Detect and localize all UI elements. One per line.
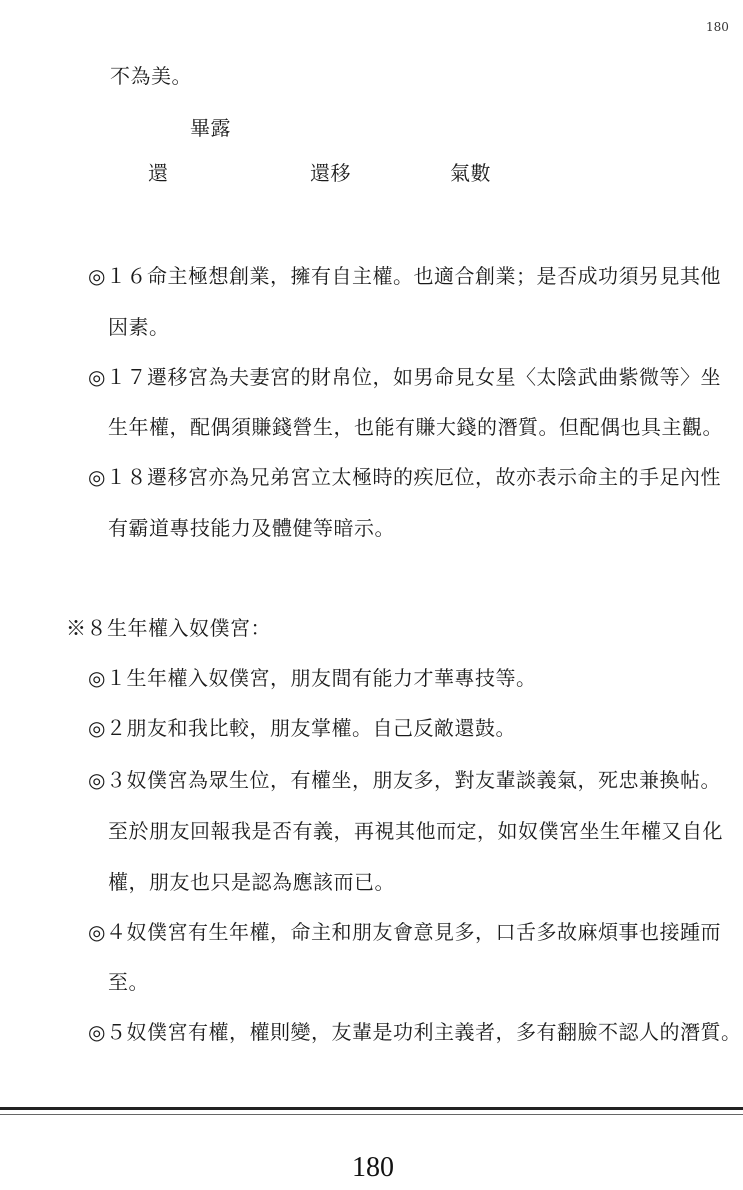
top-page-number: 180 [706, 20, 729, 34]
text-line-3: 還 [148, 161, 169, 185]
text-line-6: ◎１６命主極想創業，擁有自主權。也適合創業；是否成功須另見其他 [88, 264, 721, 288]
text-line-19: 至。 [108, 970, 149, 994]
text-line-8: ◎１７遷移宮為夫妻宮的財帛位，如男命見女星〈太陰武曲紫微等〉坐 [88, 365, 721, 389]
text-line-5: 氣數 [450, 161, 491, 185]
text-line-4: 還移 [310, 161, 351, 185]
text-line-7: 因素。 [108, 315, 170, 339]
text-line-18: ◎４奴僕宮有生年權，命主和朋友會意見多，口舌多故麻煩事也接踵而 [88, 920, 721, 944]
text-line-16: 至於朋友回報我是否有義，再視其他而定，如奴僕宮坐生年權又自化 [108, 819, 723, 843]
text-line-15: ◎３奴僕宮為眾生位，有權坐，朋友多，對友輩談義氣，死忠兼換帖。 [88, 768, 721, 792]
text-line-20: ◎５奴僕宮有權，權則變，友輩是功利主義者，多有翻臉不認人的潛質。 [88, 1020, 742, 1044]
text-line-10: ◎１８遷移宮亦為兄弟宮立太極時的疾厄位，故亦表示命主的手足內性 [88, 465, 721, 489]
page-bottom-rule-thin [0, 1114, 743, 1115]
text-line-2: 畢露 [190, 116, 231, 140]
text-line-1: 不為美。 [110, 64, 192, 88]
text-line-11: 有霸道專技能力及體健等暗示。 [108, 516, 395, 540]
text-line-13: ◎１生年權入奴僕宮，朋友間有能力才華專技等。 [88, 666, 537, 690]
page-bottom-rule [0, 1107, 743, 1110]
text-line-14: ◎２朋友和我比較，朋友掌權。自己反敵還鼓。 [88, 716, 516, 740]
text-line-17: 權，朋友也只是認為應該而已。 [108, 870, 395, 894]
text-line-12: ※８生年權入奴僕宮： [66, 616, 271, 640]
text-line-9: 生年權，配偶須賺錢營生，也能有賺大錢的潛質。但配偶也具主觀。 [108, 415, 723, 439]
footer-page-number: 180 [352, 1152, 394, 1183]
